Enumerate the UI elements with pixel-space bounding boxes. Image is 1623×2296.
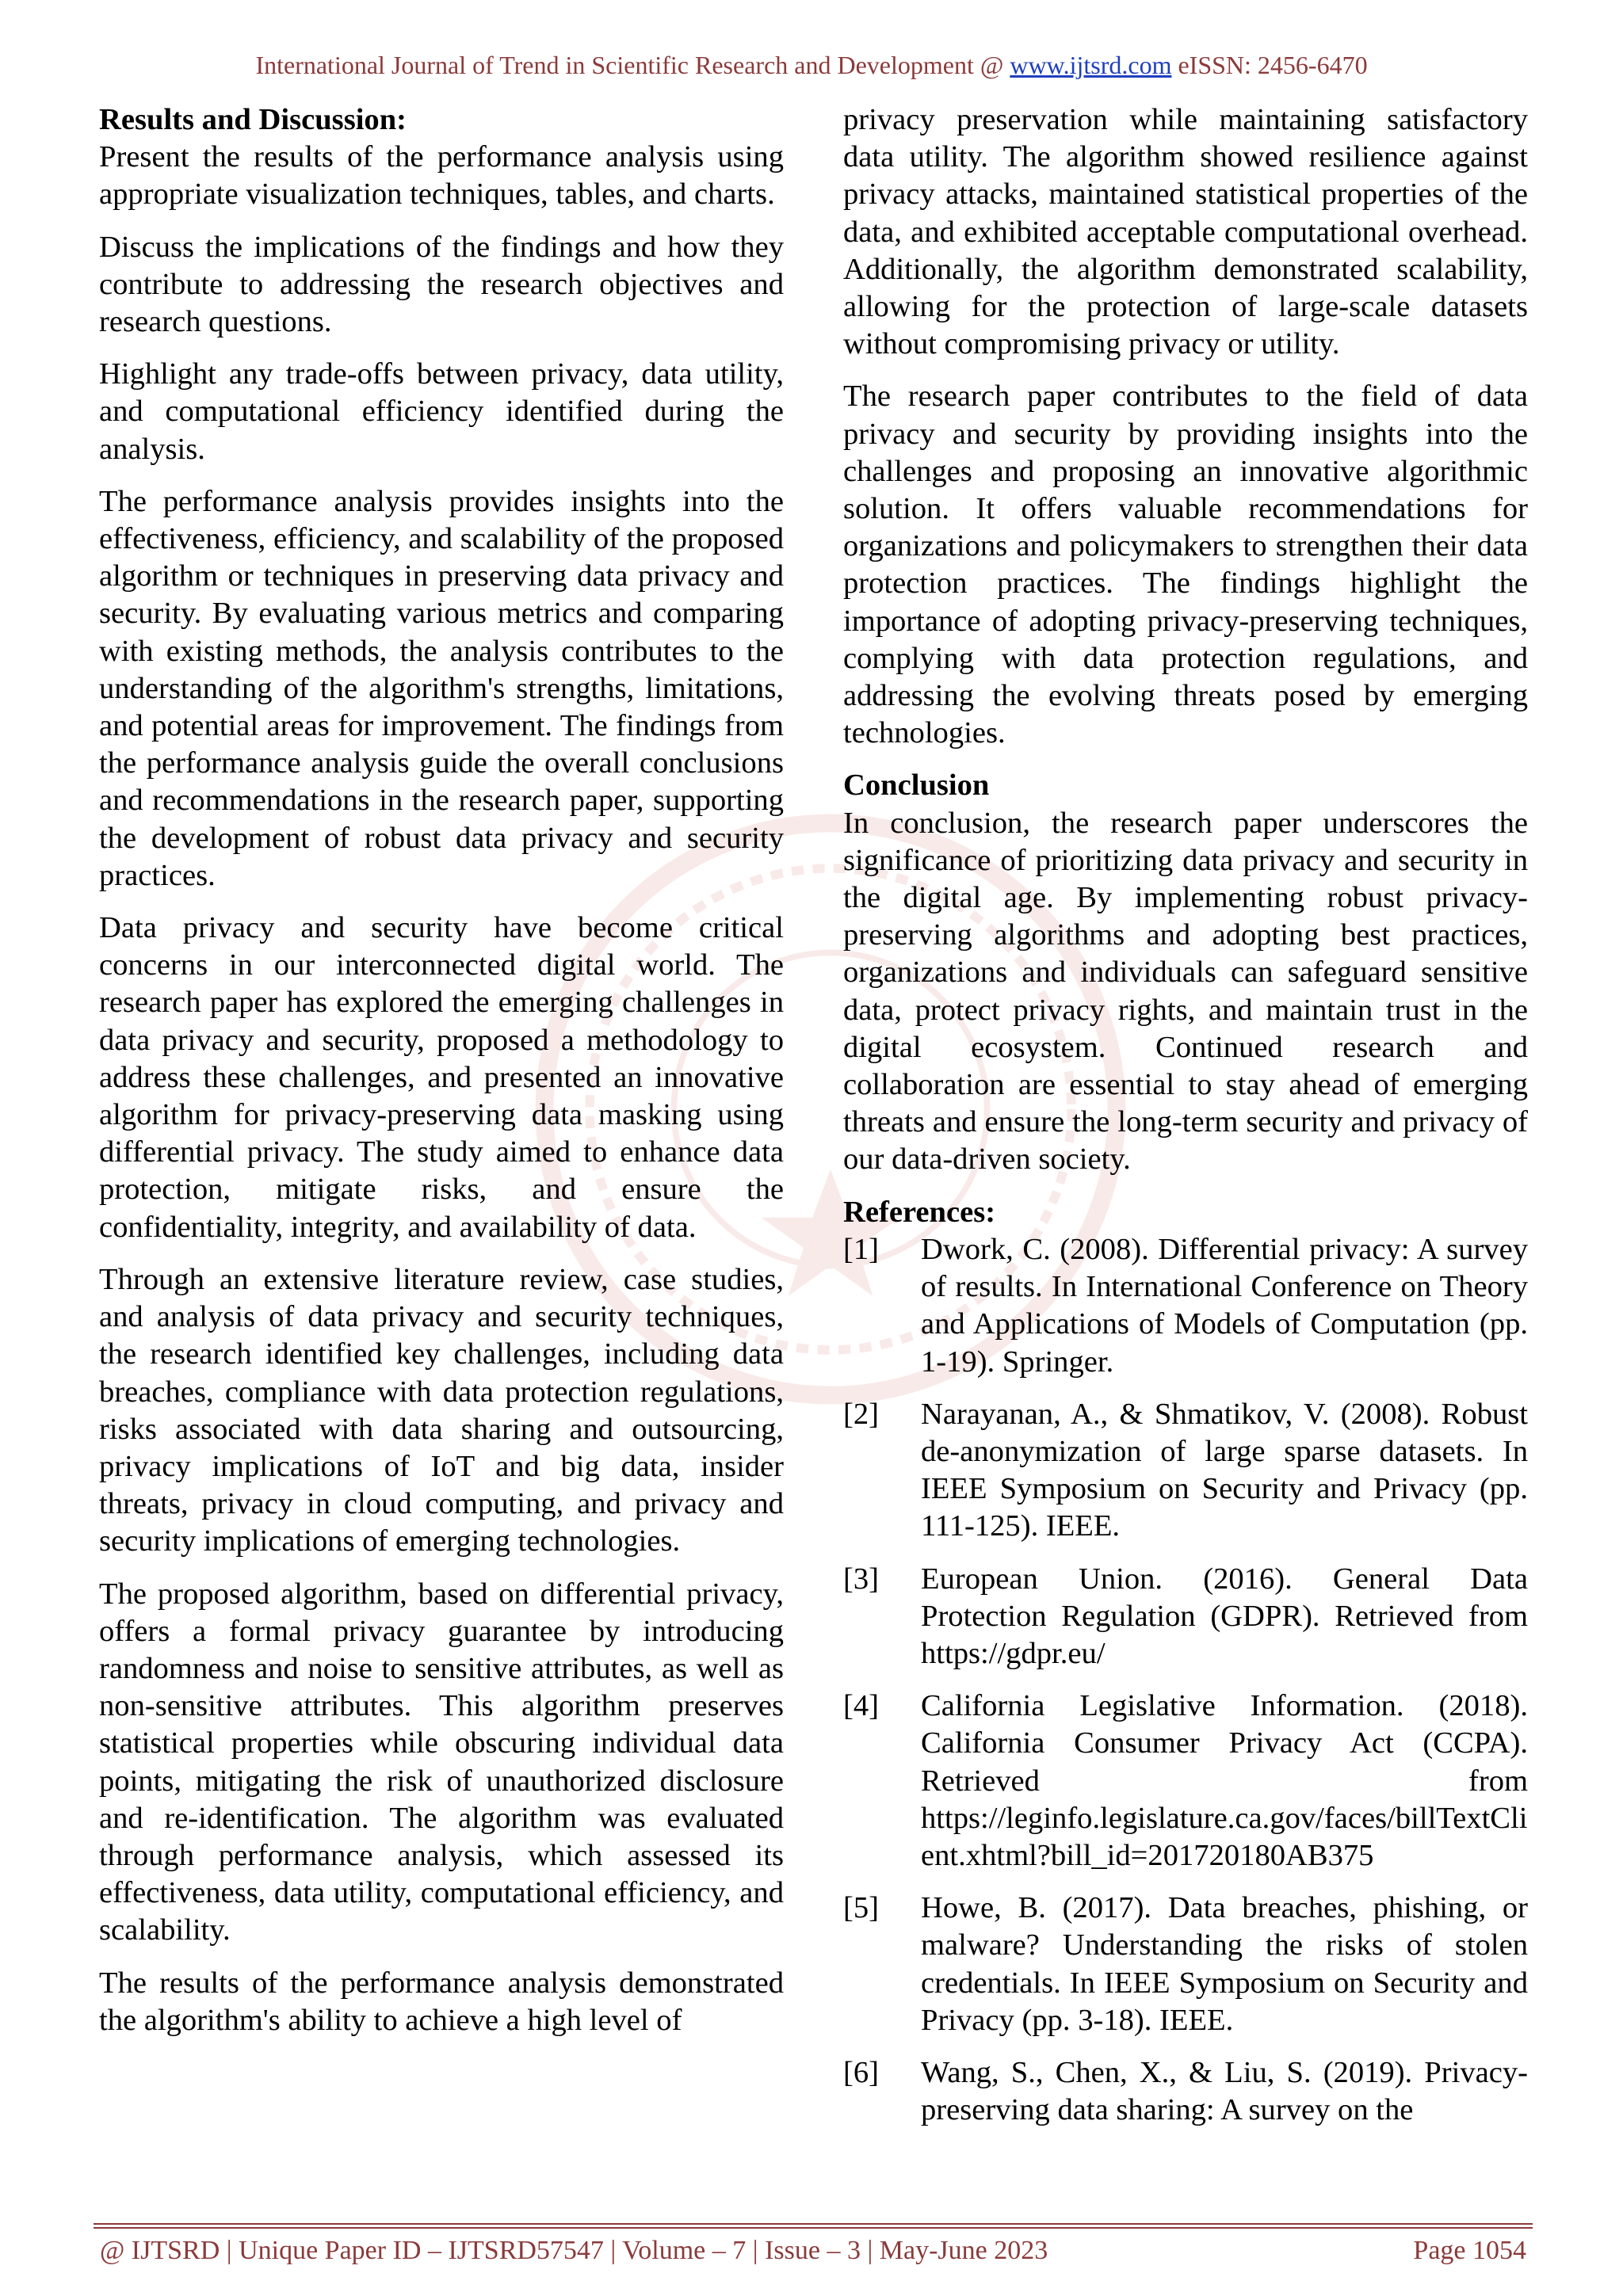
left-column <box>99 101 784 2054</box>
reference-item <box>843 1396 1528 1546</box>
paragraph: Highlight any trade-offs between privacy, data utility, and computational efficiency identified during the analysis. <box>99 357 784 466</box>
paragraph: Through an extensive literature review, case studies, and analysis of data privacy and security techniques, the research identified key challenges, including data breaches, compliance with data protection regulations, risks associated with data sharing and outsourcing, privacy implications of IoT and big data, insider threats, privacy in cloud computing, and privacy and security implications of emerging technologies. <box>99 1262 784 1558</box>
reference-text: Howe, B. (2017). Data breaches, phishing, or malware? Understanding the risks of stolen credentials. In IEEE Symposium on Security and Privacy (pp. 3-18). IEEE. <box>921 1891 1528 2037</box>
reference-number: [1] <box>843 1232 879 1266</box>
running-header <box>0 49 1623 81</box>
reference-number: [4] <box>843 1689 879 1723</box>
paragraph: Present the results of the performance analysis using appropriate visualization techniques, tables, and charts. <box>99 140 784 212</box>
footer-paper-info: @ IJTSRD | Unique Paper ID – IJTSRD57547 | Volume – 7 | Issue – 3 | May-June 2023 <box>100 2236 1048 2265</box>
reference-item <box>843 1890 1528 2039</box>
references-heading: References: <box>843 1195 996 1229</box>
paragraph: The results of the performance analysis demonstrated the algorithm's ability to achieve a high level of <box>99 1966 784 2037</box>
journal-title: International Journal of Trend in Scientific Research and Development @ <box>255 51 1004 79</box>
issn: eISSN: 2456-6470 <box>1178 51 1368 79</box>
reference-text: Narayanan, A., & Shmatikov, V. (2008). Robust de-anonymization of large sparse datasets. In IEEE Symposium on Security and Privacy (pp. 111-125). IEEE. <box>921 1397 1528 1543</box>
paragraph: The proposed algorithm, based on differential privacy, offers a formal privacy guarantee by introducing randomness and noise to sensitive attributes, as well as non-sensitive attributes. This algorithm preserves statistical properties while obscuring individual data points, mitigating the risk of unauthorized disclosure and re-identification. The algorithm was evaluated through performance analysis, which assessed its effectiveness, data utility, computational efficiency, and scalability. <box>99 1577 784 1947</box>
reference-number: [3] <box>843 1562 879 1596</box>
reference-number: [5] <box>843 1891 879 1925</box>
reference-text: California Legislative Information. (2018). California Consumer Privacy Act (CCPA). Retrieved from https://leginfo.legislature.ca.gov/faces/billTextClient.xhtml?bill_id=201720180AB375 <box>921 1689 1528 1872</box>
right-column <box>843 101 1528 2144</box>
reference-item <box>843 1231 1528 1381</box>
conclusion-heading: Conclusion <box>843 769 990 803</box>
reference-number: [6] <box>843 2055 879 2089</box>
reference-number: [2] <box>843 1397 879 1431</box>
paragraph-continuation: privacy preservation while maintaining satisfactory data utility. The algorithm showed resilience against privacy attacks, maintained statistical properties of the data, and exhibited acceptable computational overhead. Additionally, the algorithm demonstrated scalability, allowing for the protection of large-scale datasets without compromising privacy or utility. <box>843 103 1528 361</box>
journal-url-link[interactable]: www.ijtsrd.com <box>1010 51 1172 79</box>
paragraph: The research paper contributes to the field of data privacy and security by providing insights into the challenges and proposing an innovative algorithmic solution. It offers valuable recommendations for organizations and policymakers to strengthen their data protection practices. The findings highlight the importance of adopting privacy-preserving techniques, complying with data protection regulations, and addressing the evolving threats posed by emerging technologies. <box>843 379 1528 750</box>
reference-text: Wang, S., Chen, X., & Liu, S. (2019). Privacy-preserving data sharing: A survey on the <box>921 2055 1528 2127</box>
paragraph: Discuss the implications of the findings and how they contribute to addressing the research objectives and research questions. <box>99 230 784 339</box>
reference-item <box>843 1561 1528 1673</box>
reference-item <box>843 2054 1528 2129</box>
conclusion-paragraph: In conclusion, the research paper underscores the significance of prioritizing data privacy and security in the digital age. By implementing robust privacy-preserving algorithms and adopting best practices, organizations and individuals can safeguard sensitive data, protect privacy rights, and maintain trust in the digital ecosystem. Continued research and collaboration are essential to stay ahead of emerging threats and ensure the long-term security and privacy of our data-driven society. <box>843 806 1528 1177</box>
reference-text: Dwork, C. (2008). Differential privacy: A survey of results. In International Conference on Theory and Applications of Models of Computation (pp. 1-19). Springer. <box>921 1232 1528 1379</box>
paragraph: Data privacy and security have become critical concerns in our interconnected digital world. The research paper has explored the emerging challenges in data privacy and security, proposed a methodology to address these challenges, and presented an innovative algorithm for privacy-preserving data masking using differential privacy. The study aimed to enhance data protection, mitigate risks, and ensure the confidentiality, integrity, and availability of data. <box>99 911 784 1244</box>
results-heading: Results and Discussion: <box>99 103 407 136</box>
reference-item <box>843 1688 1528 1875</box>
page-number: Page 1054 <box>1413 2236 1526 2265</box>
paragraph: The performance analysis provides insights into the effectiveness, efficiency, and scalability of the proposed algorithm or techniques in preserving data privacy and security. By evaluating various metrics and comparing with existing methods, the analysis contributes to the understanding of the algorithm's strengths, limitations, and potential areas for improvement. The findings from the performance analysis guide the overall conclusions and recommendations in the research paper, supporting the development of robust data privacy and security practices. <box>99 484 784 892</box>
running-footer <box>94 2223 1533 2265</box>
reference-text: European Union. (2016). General Data Protection Regulation (GDPR). Retrieved from https://gdpr.eu/ <box>921 1562 1528 1670</box>
